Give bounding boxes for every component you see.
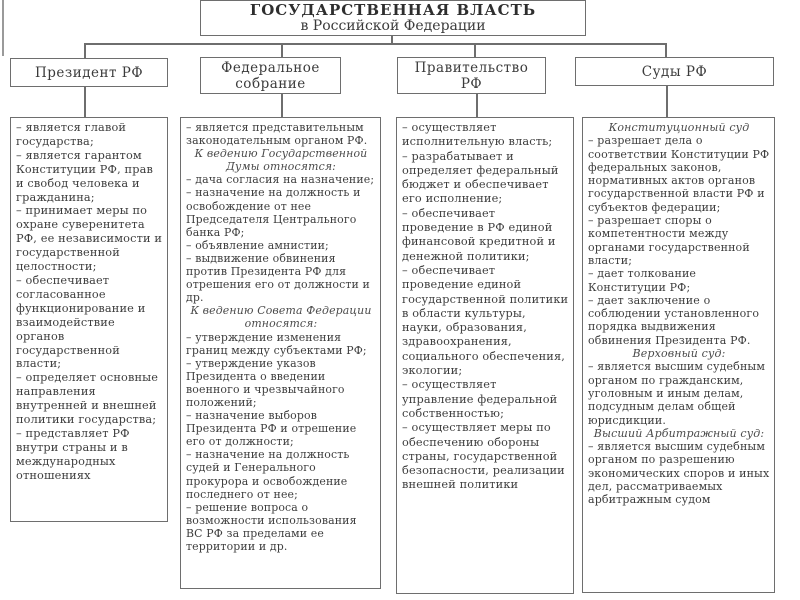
section-subheading: К ведению Государственной Думы относятся:	[194, 147, 368, 174]
section-subheading: Конституционный суд	[608, 121, 750, 134]
list-item: – является гарантом Конституции РФ, прав и свобод человека и гражданина;	[16, 148, 154, 204]
list-item: – разрешает споры о компетентности между органами государственной власти;	[588, 214, 750, 267]
list-item: – принимает меры по охране суверенитета РФ, ее независимости и государственной целостности;	[16, 204, 163, 274]
heading-government-label: Правительство РФ	[414, 59, 529, 92]
list-item: – осуществляет исполнительную власть;	[402, 121, 553, 149]
list-item: – утверждение изменения границ между субъектами РФ;	[186, 330, 367, 357]
list-item: – представляет РФ внутри страны и в международных отношениях	[16, 426, 130, 482]
connector-horizontal	[84, 43, 666, 45]
connector-president-top	[84, 43, 86, 58]
connector-assembly-bottom	[281, 94, 283, 117]
connector-courts-bottom	[666, 86, 668, 117]
left-edge-line	[2, 0, 4, 56]
connector-assembly-top	[281, 43, 283, 57]
connector-government-top	[474, 43, 476, 57]
content-president	[10, 117, 168, 522]
list-item: – объявление амнистии;	[186, 238, 329, 252]
title-main: ГОСУДАРСТВЕННАЯ ВЛАСТЬ	[249, 1, 537, 19]
heading-courts-label: Суды РФ	[641, 63, 708, 80]
list-item: – дача согласия на назначение;	[186, 173, 375, 187]
heading-president	[10, 58, 168, 87]
connector-government-bottom	[476, 94, 478, 117]
title-sub: в Российской Федерации	[300, 18, 486, 34]
heading-government	[397, 57, 546, 94]
title-box	[200, 0, 586, 36]
list-item: – дает толкование Конституции РФ;	[588, 267, 697, 294]
heading-president-label: Президент РФ	[34, 64, 144, 81]
list-item: – осуществляет меры по обеспечению обороны страны, государственной безопасности, реализации внешней политики	[402, 421, 565, 492]
list-item: – решение вопроса о возможности использования ВС РФ за пределами ее территории и др.	[186, 500, 357, 553]
list-item: – назначение на должность судей и Генерального прокурора и освобождение последнего от нее;	[186, 448, 350, 501]
list-item: – обеспечивает проведение в РФ единой финансовой кредитной и денежной политики;	[402, 206, 556, 263]
list-item: – обеспечивает проведение единой государственной политики в области культуры, науки, образования, здравоохранения, социального обеспечения, экологии;	[402, 263, 569, 378]
connector-president-bottom	[84, 87, 86, 117]
list-item: – определяет основные направления внутренней и внешней политики государства;	[16, 371, 159, 427]
list-item: – является высшим судебным органом по гражданским, уголовным и иным делам, подсудным делам общей юрисдикции.	[588, 360, 766, 427]
list-item: – является главой государства;	[16, 121, 127, 148]
section-subheading: Высший Арбитражный суд:	[593, 426, 765, 440]
section-subheading: К ведению Совета Федерации относятся:	[190, 304, 372, 331]
list-item: – утверждение указов Президента о введении военного и чрезвычайного положений;	[186, 356, 345, 409]
list-item: – назначение выборов Президента РФ и отрешение его от должности;	[186, 409, 357, 449]
heading-federal-assembly-label: Федеральное собрание	[221, 59, 320, 92]
list-item: – осуществляет управление федеральной собственностью;	[402, 378, 558, 420]
connector-courts-top	[665, 43, 667, 58]
list-item: – разрешает дела о соответствии Конституции РФ федеральных законов, нормативных актов органов государственной власти РФ и субъектов федерации;	[588, 134, 770, 214]
heading-federal-assembly	[200, 57, 341, 94]
heading-courts	[575, 57, 774, 86]
list-item: – дает заключение о соблюдении установленного порядка выдвижения обвинения Президента РФ.	[588, 293, 760, 347]
content-courts	[582, 117, 775, 593]
list-item: – выдвижение обвинения против Президента РФ для отрешения его от должности и др.	[186, 251, 370, 305]
content-government	[396, 117, 574, 594]
section-subheading: Верховный суд:	[632, 347, 726, 361]
list-item: – обеспечивает согласованное функционирование и взаимодействие органов государственной власти;	[16, 273, 146, 371]
list-item: – назначение на должность и освобождение от нее Председателя Центрального банка РФ;	[186, 186, 361, 239]
list-item: – разрабатывает и определяет федеральный бюджет и обеспечивает его исполнение;	[402, 149, 559, 206]
list-item: – является высшим судебным органом по разрешению экономических споров и иных дел, рассматриваемых арбитражным судом	[588, 440, 770, 507]
content-federal-assembly	[180, 117, 381, 589]
list-item: – является представительным законодательным органом РФ.	[186, 121, 368, 148]
